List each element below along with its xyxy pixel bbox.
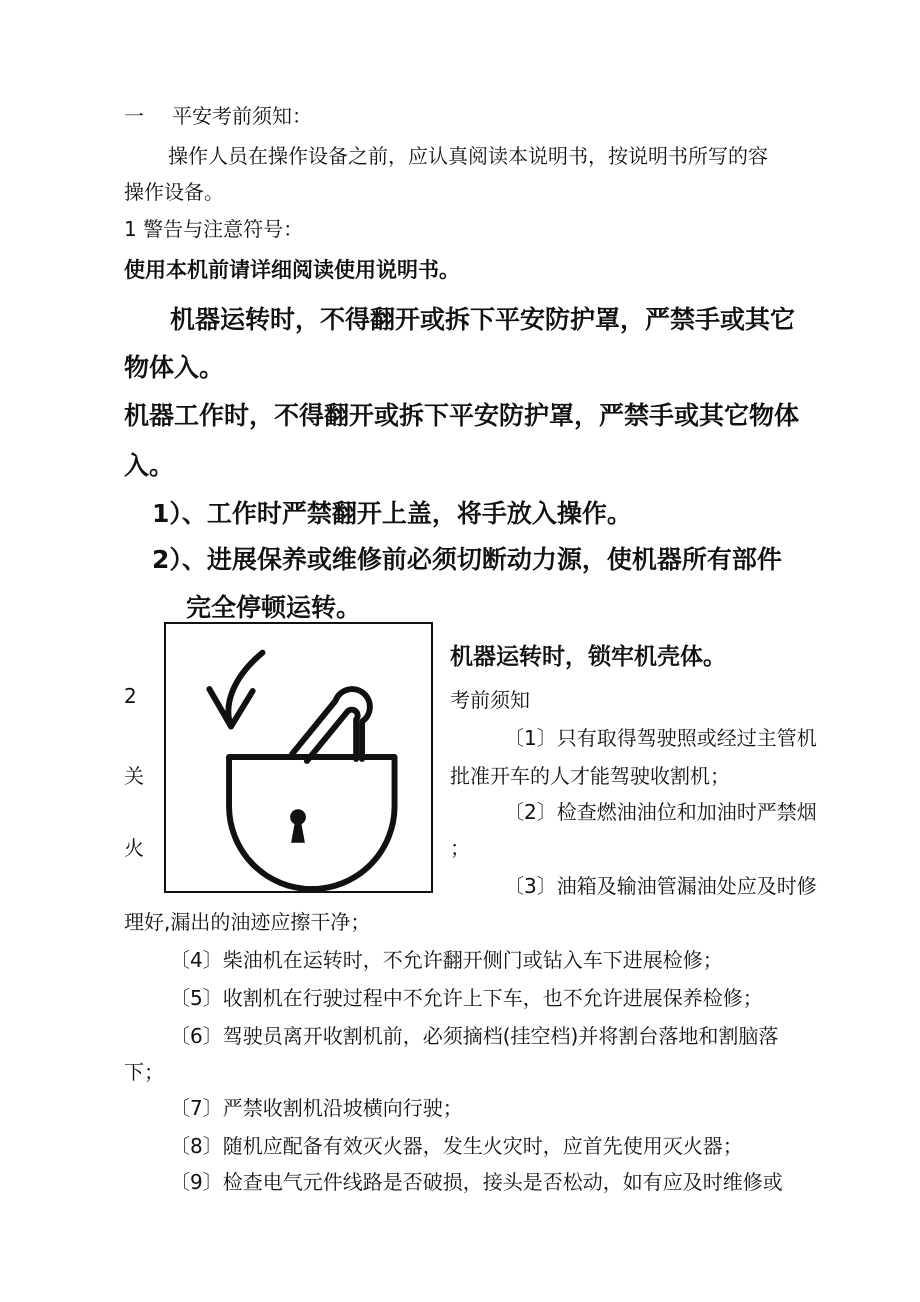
section2-heading: 考前须知 bbox=[450, 688, 530, 712]
precaution-line-8: 〔5〕收割机在行驶过程中不允许上下车，也不允许进展保养检修； bbox=[170, 986, 763, 1010]
precaution-line-3: 〔2〕检查燃油油位和加油时严禁烟 bbox=[504, 800, 817, 824]
list-item-2-line-1: 2）、进展保养或维修前必须切断动力源，使机器所有部件 bbox=[152, 545, 782, 574]
precaution-line-5: 〔3〕油箱及输油管漏油处应及时修 bbox=[504, 874, 817, 898]
list-item-1: 1）、工作时严禁翻开上盖，将手放入操作。 bbox=[152, 499, 632, 528]
section2-number: 2 bbox=[124, 684, 137, 708]
section2-side-char-2: 火 bbox=[124, 836, 144, 860]
precaution-line-11: 〔7〕严禁收割机沿坡横向行驶； bbox=[170, 1096, 463, 1120]
lock-symbol-caption: 机器运转时，锁牢机壳体。 bbox=[450, 644, 726, 670]
precaution-line-13: 〔9〕检查电气元件线路是否破损，接头是否松动，如有应及时维修或 bbox=[170, 1170, 783, 1194]
section2-side-char-1: 关 bbox=[124, 764, 144, 788]
intro-line-1: 操作人员在操作设备之前，应认真阅读本说明书，按说明书所写的容 bbox=[168, 144, 768, 168]
running-warning-line-2: 物体入。 bbox=[124, 353, 225, 382]
working-warning-line-2: 入。 bbox=[124, 451, 175, 480]
precaution-line-4: ； bbox=[450, 836, 470, 860]
warning-symbols-heading: 1 警告与注意符号： bbox=[124, 217, 304, 241]
precaution-line-6: 理好,漏出的油迹应擦干净； bbox=[124, 910, 371, 934]
lock-symbol-box bbox=[164, 622, 433, 893]
section1-heading: 平安考前须知： bbox=[172, 104, 312, 128]
precaution-line-10: 下； bbox=[124, 1060, 164, 1084]
read-manual-notice: 使用本机前请详细阅读使用说明书。 bbox=[124, 258, 460, 282]
precaution-line-2: 批准开车的人才能驾驶收割机； bbox=[450, 764, 730, 788]
list-item-2-line-2: 完全停顿运转。 bbox=[186, 593, 362, 622]
running-warning-line-1: 机器运转时，不得翻开或拆下平安防护罩，严禁手或其它 bbox=[170, 305, 796, 334]
precaution-line-12: 〔8〕随机应配备有效灭火器，发生火灾时，应首先使用灭火器； bbox=[170, 1134, 743, 1158]
precaution-line-7: 〔4〕柴油机在运转时，不允许翻开侧门或钻入车下进展检修； bbox=[170, 948, 723, 972]
section1-heading-number: 一 bbox=[124, 104, 144, 128]
working-warning-line-1: 机器工作时，不得翻开或拆下平安防护罩，严禁手或其它物体 bbox=[124, 401, 800, 430]
precaution-line-9: 〔6〕驾驶员离开收割机前，必须摘档(挂空档)并将割台落地和割脑落 bbox=[170, 1024, 779, 1048]
open-padlock-icon bbox=[166, 624, 431, 891]
precaution-line-1: 〔1〕只有取得驾驶照或经过主管机 bbox=[504, 726, 817, 750]
intro-line-2: 操作设备。 bbox=[124, 180, 224, 204]
